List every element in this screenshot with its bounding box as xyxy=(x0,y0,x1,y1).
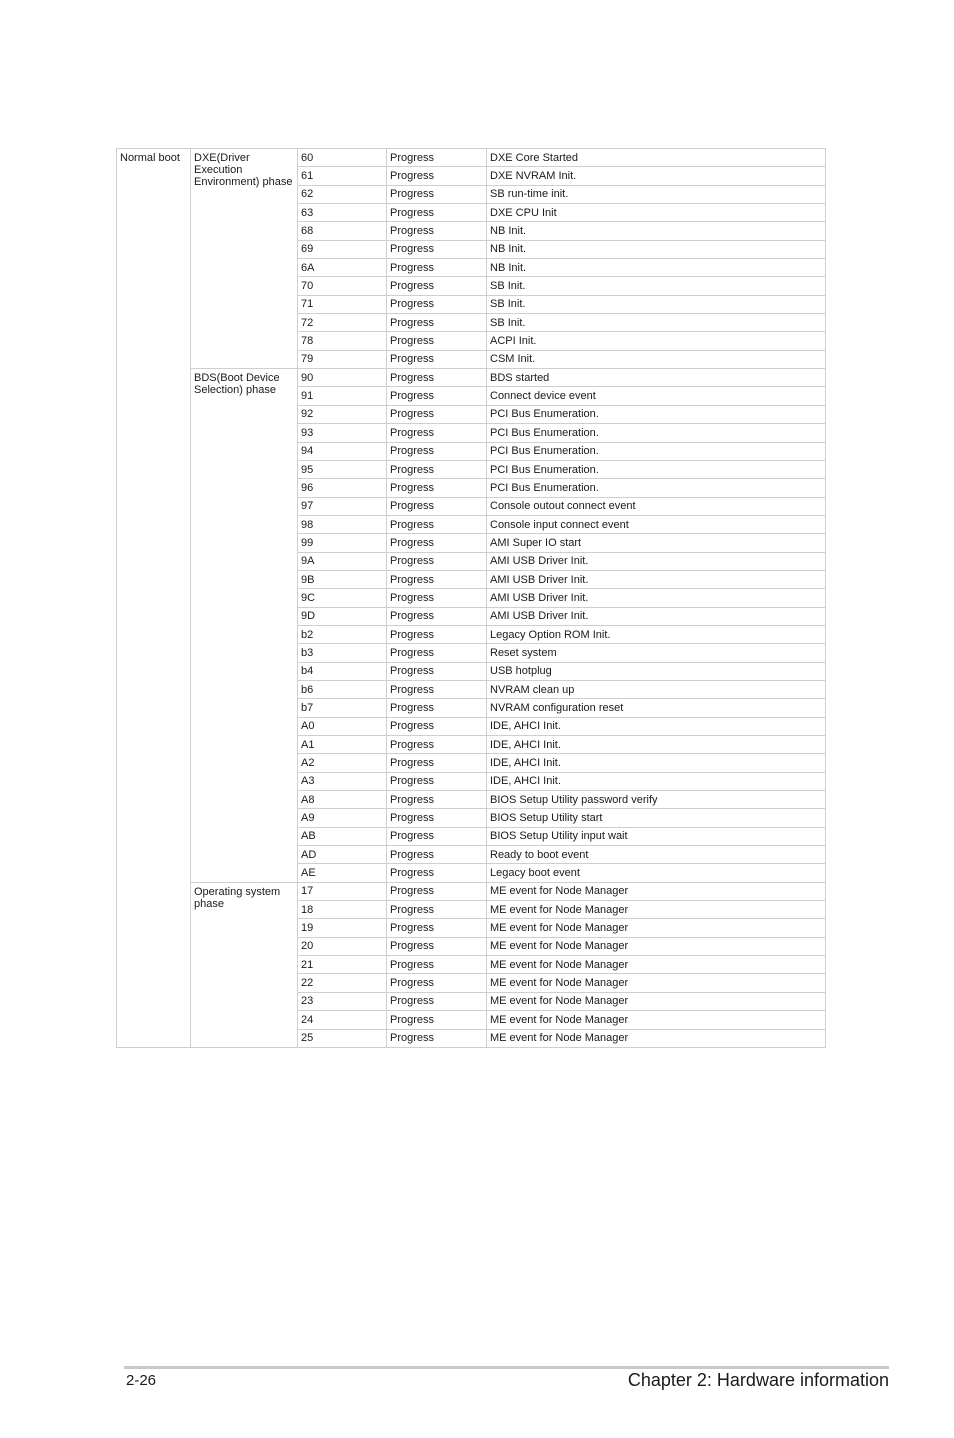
type-cell: Progress xyxy=(387,204,487,222)
description-cell: SB Init. xyxy=(487,314,826,332)
code-cell: A1 xyxy=(298,736,387,754)
type-cell: Progress xyxy=(387,644,487,662)
type-cell: Progress xyxy=(387,992,487,1010)
description-cell: AMI USB Driver Init. xyxy=(487,589,826,607)
code-cell: b6 xyxy=(298,680,387,698)
code-cell: 62 xyxy=(298,185,387,203)
type-cell: Progress xyxy=(387,919,487,937)
code-cell: 93 xyxy=(298,424,387,442)
phase-cell: Operating system phase xyxy=(191,882,298,1047)
type-cell: Progress xyxy=(387,240,487,258)
page-number: 2-26 xyxy=(126,1372,157,1389)
table-row xyxy=(117,882,826,900)
description-cell: NVRAM configuration reset xyxy=(487,699,826,717)
type-cell: Progress xyxy=(387,625,487,643)
code-cell: 23 xyxy=(298,992,387,1010)
code-cell: 99 xyxy=(298,534,387,552)
description-cell: NB Init. xyxy=(487,222,826,240)
description-cell: AMI USB Driver Init. xyxy=(487,552,826,570)
code-cell: 9C xyxy=(298,589,387,607)
type-cell: Progress xyxy=(387,717,487,735)
description-cell: DXE CPU Init xyxy=(487,204,826,222)
type-cell: Progress xyxy=(387,662,487,680)
description-cell: BIOS Setup Utility password verify xyxy=(487,791,826,809)
code-cell: 19 xyxy=(298,919,387,937)
type-cell: Progress xyxy=(387,809,487,827)
phase-cell: DXE(Driver Execution Environment) phase xyxy=(191,149,298,369)
description-cell: ME event for Node Manager xyxy=(487,974,826,992)
code-cell: 17 xyxy=(298,882,387,900)
type-cell: Progress xyxy=(387,369,487,387)
description-cell: IDE, AHCI Init. xyxy=(487,736,826,754)
type-cell: Progress xyxy=(387,332,487,350)
description-cell: IDE, AHCI Init. xyxy=(487,717,826,735)
code-cell: 9D xyxy=(298,607,387,625)
description-cell: Console outout connect event xyxy=(487,497,826,515)
description-cell: ACPI Init. xyxy=(487,332,826,350)
type-cell: Progress xyxy=(387,149,487,167)
post-code-table-body xyxy=(117,149,826,1048)
type-cell: Progress xyxy=(387,314,487,332)
description-cell: NB Init. xyxy=(487,240,826,258)
code-cell: 94 xyxy=(298,442,387,460)
type-cell: Progress xyxy=(387,534,487,552)
type-cell: Progress xyxy=(387,974,487,992)
code-cell: 6A xyxy=(298,259,387,277)
type-cell: Progress xyxy=(387,607,487,625)
description-cell: Console input connect event xyxy=(487,515,826,533)
description-cell: SB Init. xyxy=(487,277,826,295)
description-cell: ME event for Node Manager xyxy=(487,937,826,955)
code-cell: b2 xyxy=(298,625,387,643)
type-cell: Progress xyxy=(387,350,487,368)
code-cell: 98 xyxy=(298,515,387,533)
description-cell: BDS started xyxy=(487,369,826,387)
description-cell: IDE, AHCI Init. xyxy=(487,754,826,772)
description-cell: AMI USB Driver Init. xyxy=(487,570,826,588)
code-cell: 95 xyxy=(298,460,387,478)
code-cell: AB xyxy=(298,827,387,845)
description-cell: Connect device event xyxy=(487,387,826,405)
code-cell: 21 xyxy=(298,956,387,974)
type-cell: Progress xyxy=(387,479,487,497)
type-cell: Progress xyxy=(387,1011,487,1029)
type-cell: Progress xyxy=(387,295,487,313)
code-cell: b7 xyxy=(298,699,387,717)
description-cell: DXE NVRAM Init. xyxy=(487,167,826,185)
type-cell: Progress xyxy=(387,882,487,900)
code-cell: 71 xyxy=(298,295,387,313)
code-cell: 69 xyxy=(298,240,387,258)
type-cell: Progress xyxy=(387,442,487,460)
code-cell: 24 xyxy=(298,1011,387,1029)
type-cell: Progress xyxy=(387,259,487,277)
description-cell: PCI Bus Enumeration. xyxy=(487,442,826,460)
code-cell: 72 xyxy=(298,314,387,332)
description-cell: PCI Bus Enumeration. xyxy=(487,479,826,497)
description-cell: CSM Init. xyxy=(487,350,826,368)
type-cell: Progress xyxy=(387,277,487,295)
code-cell: 68 xyxy=(298,222,387,240)
type-cell: Progress xyxy=(387,791,487,809)
description-cell: Legacy boot event xyxy=(487,864,826,882)
code-cell: 22 xyxy=(298,974,387,992)
boot-mode-cell: Normal boot xyxy=(117,149,191,1048)
description-cell: BIOS Setup Utility input wait xyxy=(487,827,826,845)
type-cell: Progress xyxy=(387,552,487,570)
type-cell: Progress xyxy=(387,901,487,919)
code-cell: A8 xyxy=(298,791,387,809)
description-cell: NB Init. xyxy=(487,259,826,277)
code-cell: 25 xyxy=(298,1029,387,1047)
code-cell: b3 xyxy=(298,644,387,662)
code-cell: 70 xyxy=(298,277,387,295)
type-cell: Progress xyxy=(387,589,487,607)
type-cell: Progress xyxy=(387,570,487,588)
description-cell: Legacy Option ROM Init. xyxy=(487,625,826,643)
description-cell: ME event for Node Manager xyxy=(487,1011,826,1029)
type-cell: Progress xyxy=(387,185,487,203)
code-cell: A9 xyxy=(298,809,387,827)
type-cell: Progress xyxy=(387,937,487,955)
type-cell: Progress xyxy=(387,222,487,240)
table-row xyxy=(117,369,826,387)
type-cell: Progress xyxy=(387,754,487,772)
description-cell: SB run-time init. xyxy=(487,185,826,203)
code-cell: 97 xyxy=(298,497,387,515)
type-cell: Progress xyxy=(387,864,487,882)
description-cell: PCI Bus Enumeration. xyxy=(487,460,826,478)
type-cell: Progress xyxy=(387,736,487,754)
code-cell: 91 xyxy=(298,387,387,405)
description-cell: ME event for Node Manager xyxy=(487,992,826,1010)
description-cell: AMI Super IO start xyxy=(487,534,826,552)
description-cell: AMI USB Driver Init. xyxy=(487,607,826,625)
code-cell: 90 xyxy=(298,369,387,387)
description-cell: ME event for Node Manager xyxy=(487,1029,826,1047)
code-cell: b4 xyxy=(298,662,387,680)
description-cell: ME event for Node Manager xyxy=(487,919,826,937)
type-cell: Progress xyxy=(387,699,487,717)
footer-divider xyxy=(124,1366,889,1369)
description-cell: PCI Bus Enumeration. xyxy=(487,424,826,442)
phase-cell: BDS(Boot Device Selection) phase xyxy=(191,369,298,883)
code-cell: A2 xyxy=(298,754,387,772)
description-cell: Reset system xyxy=(487,644,826,662)
description-cell: ME event for Node Manager xyxy=(487,901,826,919)
code-cell: AD xyxy=(298,846,387,864)
type-cell: Progress xyxy=(387,515,487,533)
table-row xyxy=(117,149,826,167)
code-cell: A3 xyxy=(298,772,387,790)
description-cell: PCI Bus Enumeration. xyxy=(487,405,826,423)
description-cell: USB hotplug xyxy=(487,662,826,680)
type-cell: Progress xyxy=(387,827,487,845)
description-cell: BIOS Setup Utility start xyxy=(487,809,826,827)
description-cell: IDE, AHCI Init. xyxy=(487,772,826,790)
description-cell: ME event for Node Manager xyxy=(487,882,826,900)
type-cell: Progress xyxy=(387,460,487,478)
code-cell: 96 xyxy=(298,479,387,497)
post-code-table xyxy=(116,148,826,1048)
code-cell: AE xyxy=(298,864,387,882)
code-cell: 79 xyxy=(298,350,387,368)
code-cell: 92 xyxy=(298,405,387,423)
type-cell: Progress xyxy=(387,680,487,698)
code-cell: 63 xyxy=(298,204,387,222)
code-cell: 9A xyxy=(298,552,387,570)
code-cell: A0 xyxy=(298,717,387,735)
code-cell: 9B xyxy=(298,570,387,588)
type-cell: Progress xyxy=(387,387,487,405)
description-cell: DXE Core Started xyxy=(487,149,826,167)
type-cell: Progress xyxy=(387,167,487,185)
code-cell: 61 xyxy=(298,167,387,185)
code-cell: 60 xyxy=(298,149,387,167)
type-cell: Progress xyxy=(387,424,487,442)
description-cell: Ready to boot event xyxy=(487,846,826,864)
type-cell: Progress xyxy=(387,956,487,974)
chapter-title: Chapter 2: Hardware information xyxy=(627,1370,889,1390)
description-cell: NVRAM clean up xyxy=(487,680,826,698)
code-cell: 20 xyxy=(298,937,387,955)
code-cell: 18 xyxy=(298,901,387,919)
description-cell: SB Init. xyxy=(487,295,826,313)
type-cell: Progress xyxy=(387,405,487,423)
description-cell: ME event for Node Manager xyxy=(487,956,826,974)
type-cell: Progress xyxy=(387,497,487,515)
type-cell: Progress xyxy=(387,1029,487,1047)
type-cell: Progress xyxy=(387,846,487,864)
code-cell: 78 xyxy=(298,332,387,350)
type-cell: Progress xyxy=(387,772,487,790)
